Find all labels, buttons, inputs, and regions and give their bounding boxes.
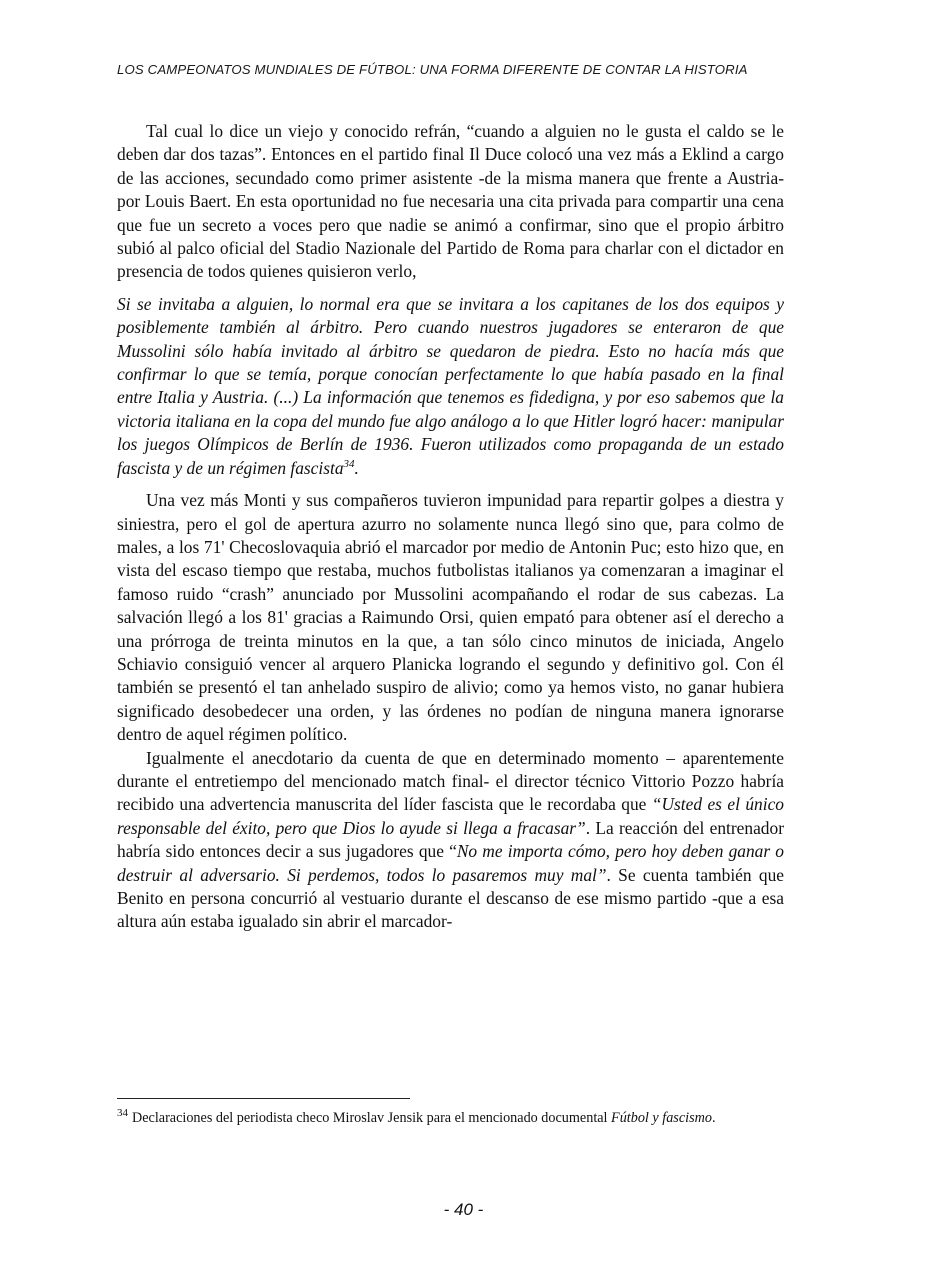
- footnote-end: .: [711, 1110, 716, 1126]
- footnote: [117, 1108, 784, 1128]
- footnote-text: Declaraciones del periodista checo Miroslav Jensik para el mencionado documental: [132, 1110, 612, 1126]
- footnote-divider: [117, 1098, 410, 1099]
- paragraph-2: Una vez más Monti y sus compañeros tuvieron impunidad para repartir golpes a diestra y siniestra, pero el gol de apertura azurro no solamente nunca llegó sino que, para colmo de males, a los 71' Checoslovaquia abrió el marcador por medio de Antonin Puc; esto hizo que, en vista del escaso tiempo que restaba, muchos futbolistas italianos ya comenzaran a imaginar el famoso ruido “crash” anunciado por Mussolini acompañando el rodar de sus cabezas. La salvación llegó a los 81' gracias a Raimundo Orsi, quien empató para obtener así el derecho a una prórroga de treinta minutos en la que, a tan sólo cinco minutos de iniciada, Angelo Schiavio consiguió vencer al arquero Planicka logrando el segundo y definitivo gol. Con él también se presentó el tan anhelado suspiro de alivio; como ya hemos visto, no ganar hubiera significado desobedecer una orden, y las órdenes no podían de ninguna manera ignorarse dentro de aquel régimen político.: [117, 490, 784, 745]
- quote-end: .: [354, 457, 359, 478]
- main-text: [117, 120, 784, 934]
- quote-text: Si se invitaba a alguien, lo normal era que se invitara a los capitanes de los dos equipos y posiblemente también al árbitro. Pero cuando nuestros jugadores se enteraron de que Mussolini sólo había invitado al árbitro se quedaron de piedra. Esto no hacía más que confirmar lo que se temía, porque conocían perfectamente lo que había pasado en la final entre Italia y Austria. (...) La información que tenemos es fidedigna, y por eso sabemos que la victoria italiana en la copa del mundo fue algo análogo a lo que Hitler logró hacer: manipular los juegos Olímpicos de Berlín de 1936. Fueron utilizados como propaganda de un estado fascista y de un régimen fascista: [117, 293, 784, 478]
- footnote-number: 34: [117, 1107, 128, 1120]
- pozzo-warning-quote: “Usted es el único responsable del éxito, pero que Dios lo ayude si llega a fracasar”: [117, 794, 784, 838]
- paragraph-3-part-e: . Se cuenta también que Benito en persona concurrió al vestuario durante el descanso de ese mismo partido -que a esa altura aún estaba igualado sin abrir el marcador-: [117, 864, 784, 932]
- paragraph-1: Tal cual lo dice un viejo y conocido refrán, “cuando a alguien no le gusta el caldo se le deben dar dos tazas”. Entonces en el partido final Il Duce colocó una vez más a Eklind a cargo de las acciones, secundado como primer asistente -de la misma manera que frente a Austria- por Louis Baert. En esta oportunidad no fue necesaria una cita privada para compartir una cena que fue un secreto a voces pero que nadie se animó a confirmar, sino que el propio árbitro subió al palco oficial del Stadio Nazionale del Partido de Roma para charlar con el dictador en presencia de todos quienes quisieron verlo,: [117, 121, 784, 282]
- page-number: - 40 -: [443, 1200, 484, 1219]
- paragraph-3-part-c: . La reacción del entrenador habría sido entonces decir a sus jugadores que “: [117, 817, 784, 862]
- paragraph-3: [117, 747, 784, 934]
- block-quote: [117, 293, 784, 480]
- paragraph-3-part-a: Igualmente el anecdotario da cuenta de que en determinado momento – aparentemente durante el entretiempo del mencionado match final- el director técnico Vittorio Pozzo habría recibido una advertencia manuscrita del líder fascista que le recordaba que: [117, 747, 784, 815]
- running-header: LOS CAMPEONATOS MUNDIALES DE FÚTBOL: UNA FORMA DIFERENTE DE CONTAR LA HISTORIA: [117, 62, 748, 77]
- coach-quote: No me importa cómo, pero hoy deben ganar o destruir al adversario. Si perdemos, todos lo pasaremos muy mal”: [117, 841, 784, 885]
- footnote-reference: 34: [343, 457, 355, 470]
- footnote-title: Fútbol y fascismo: [611, 1110, 712, 1126]
